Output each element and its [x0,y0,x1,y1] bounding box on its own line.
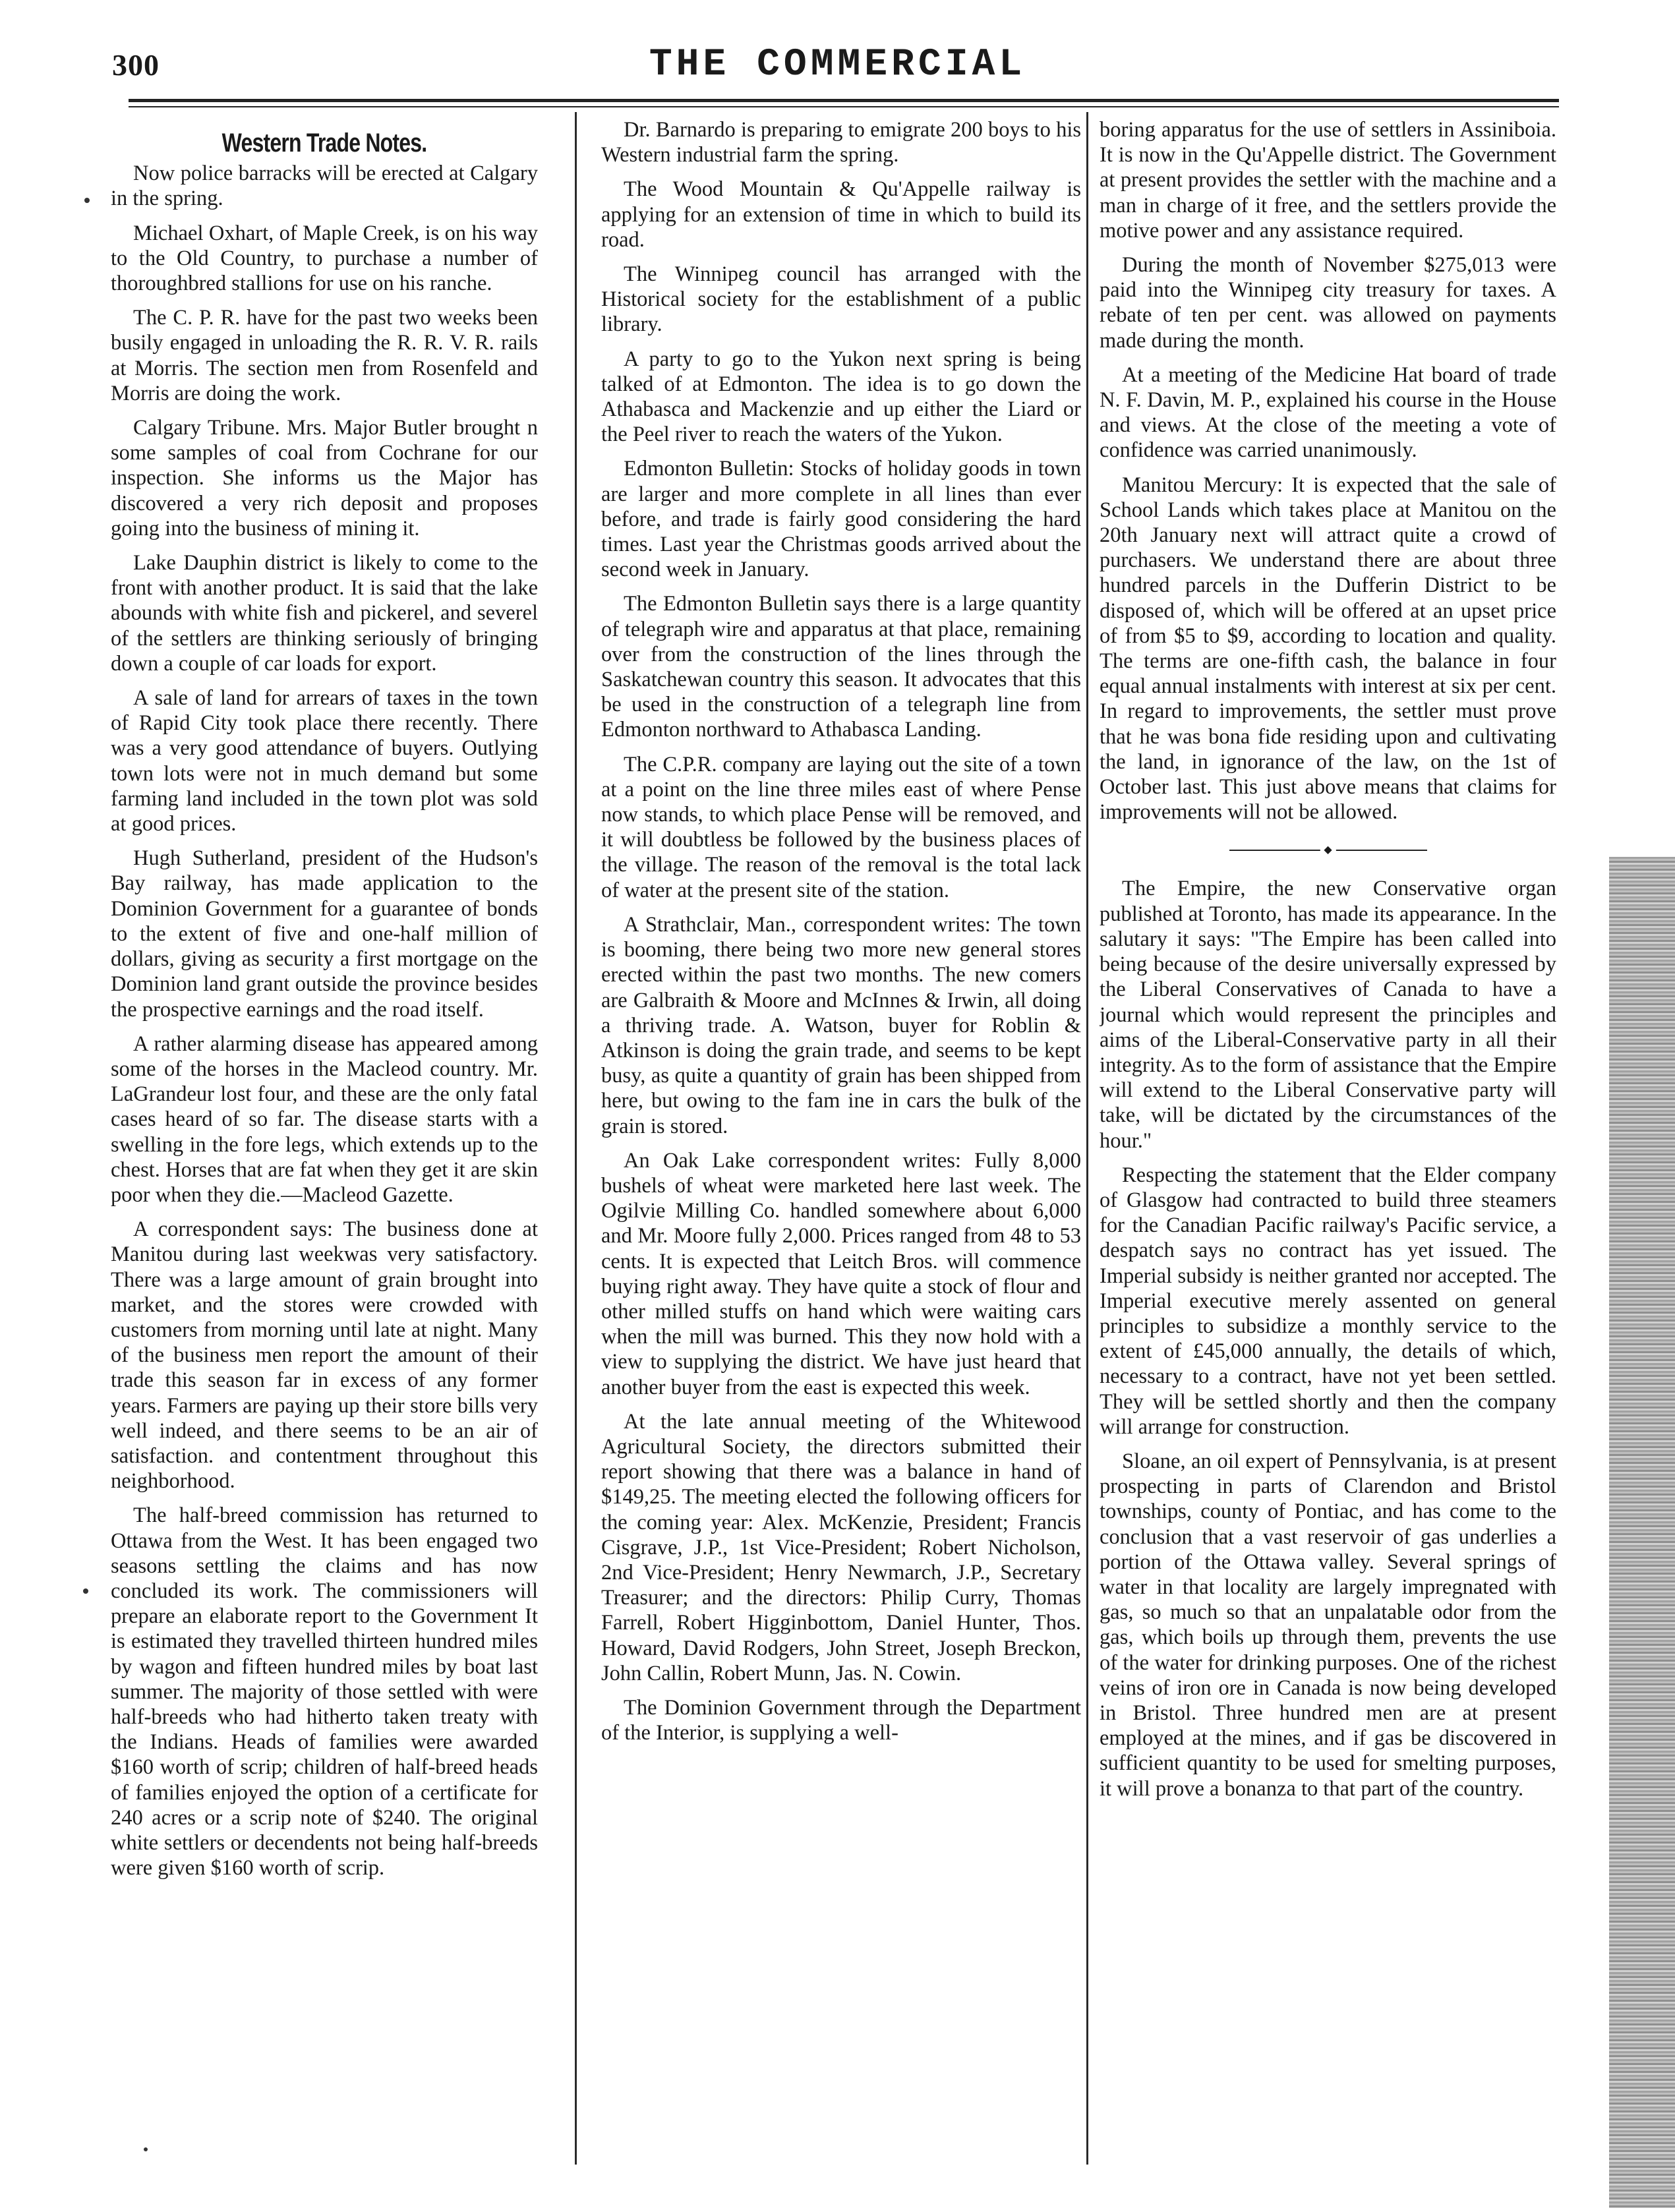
scan-speck [84,198,90,203]
section-divider [1229,844,1427,856]
article-paragraph: An Oak Lake correspondent writes: Fully 8,000 bushels of wheat were marketed here last week. The Ogilvie Milling Co. handled somewhere about 6,000 and Mr. Moore fully 2,000. Prices ranged from 48 to 53 cents. It is expected that Leitch Bros. will commence buying right away. They have quite a stock of flour and other milled stuffs on hand which were waiting cars when the mill was burned. This they now hold with a view to supplying the district. We have just heard that another buyer from the east is expected this week. [601,1148,1081,1399]
column-divider-2 [1086,112,1088,2165]
article-paragraph: A party to go to the Yukon next spring is being talked of at Edmonton. The idea is to go down the Athabasca and Mackenzie and up either the Liard or the Peel river to reach the waters of the Yukon. [601,347,1081,447]
article-paragraph: Now police barracks will be erected at Calgary in the spring. [111,161,538,211]
article-paragraph: During the month of November $275,013 were paid into the Winnipeg city treasury for taxes. A rebate of ten per cent. was allowed on payments made during the month. [1100,253,1556,353]
column-divider-1 [575,112,577,2165]
article-paragraph: The Empire, the new Conservative organ published at Toronto, has made its appearance. In the salutary it says: "The Empire has been called into being because of the desire universally expressed by the Liberal Conservatives of Canada to have a journal which would represent the principles and aims of the Liberal-Conservative party in all their integrity. As to the form of assistance that the Empire will extend to the Liberal Conservative party will take, will be dictated by the circumstances of the hour." [1100,877,1556,1153]
article-paragraph: Edmonton Bulletin: Stocks of holiday goods in town are larger and more complete in all lines than ever before, and trade is fairly good considering the hard times. Last year the Christmas goods arrived about the second week in January. [601,457,1081,582]
scan-speck [83,1588,88,1594]
article-paragraph: Sloane, an oil expert of Pennsylvania, is at present prospecting in parts of Clarendon and Bristol townships, county of Pontiac, and has come to the conclusion that a vast reservoir of gas underlies a portion of the Ottawa valley. Several springs of water in that locality are largely impregnated with gas, so much so that an unpalatable odor from the gas, which boils up through them, prevents the use of the water for drinking purposes. One of the richest veins of iron ore in Canada is now being developed in Bristol. Three hundred men are at present employed at the mines, and if gas be discovered in sufficient quantity to be used for smelting purposes, it will prove a bonanza to that part of the country. [1100,1449,1556,1801]
article-paragraph: At a meeting of the Medicine Hat board of trade N. F. Davin, M. P., explained his course in the House and views. At the close of the meeting a vote of confidence was carried unanimously. [1100,363,1556,463]
article-paragraph: A sale of land for arrears of taxes in the town of Rapid City took place there recently. There was a very good attendance of buyers. Outlying town lots were not in much demand but some farming land included in the town plot was sold at good prices. [111,686,538,836]
article-paragraph: The Edmonton Bulletin says there is a large quantity of telegraph wire and apparatus at that place, remaining over from the construction of the lines through the Saskatchewan country this season. It advocates that this be used in the construction of a telegraph line from Edmonton northward to Athabasca Landing. [601,592,1081,742]
ornament-icon: ◆ [1320,846,1336,855]
header-rule [129,99,1559,107]
masthead-title: THE COMMERCIAL [649,44,1026,86]
article-paragraph: The half-breed commission has returned to Ottawa from the West. It has been engaged two seasons settling the claims and has now concluded its work. The commissioners will prepare an elaborate report to the Government It is estimated they travelled thirteen hundred miles by wagon and fifteen hundred miles by boat last summer. The majority of those settled with were half-breeds who had hitherto taken treaty with the Indians. Heads of families were awarded $160 worth of scrip; children of half-breed heads of families enjoyed the option of a certificate for 240 acres or a scrip note of $240. The original white settlers or decendents not being half-breeds were given $160 worth of scrip. [111,1503,538,1880]
article-paragraph: Dr. Barnardo is preparing to emigrate 200 boys to his Western industrial farm the spring. [601,118,1081,167]
scan-edge-noise [1609,857,1675,2208]
article-paragraph: The Dominion Government through the Department of the Interior, is supplying a well- [601,1695,1081,1745]
article-paragraph: Respecting the statement that the Elder company of Glasgow had contracted to build three steamers for the Canadian Pacific railway's Pacific service, a despatch says no contract has yet issued. The Imperial subsidy is neither granted nor accepted. The Imperial executive merely assented on general principles to subsidize a monthly service to the extent of £45,000 annually, the details of which, necessary to a contract, have not yet been settled. They will be settled shortly and then the company will arrange for construction. [1100,1163,1556,1439]
article-paragraph: A rather alarming disease has appeared among some of the horses in the Macleod country. Mr. LaGrandeur lost four, and these are the only fatal cases heard of so far. The disease starts with a swelling in the fore legs, which extends up to the chest. Horses that are fat when they get it are skin poor when they die.—Macleod Gazette. [111,1032,538,1207]
column-1 [111,117,538,2151]
article-paragraph: The C. P. R. have for the past two weeks been busily engaged in unloading the R. R. V. R. rails at Morris. The section men from Rosenfeld and Morris are doing the work. [111,306,538,405]
scan-speck [144,2147,148,2151]
article-paragraph: Manitou Mercury: It is expected that the sale of School Lands which takes place at Manitou on the 20th January next will attract quite a crowd of purchasers. We understand there are about three hundred parcels in the Dufferin District to be disposed of, which will be offered at an upset price of from $5 to $9, according to location and quality. The terms are one-fifth cash, the balance in four equal annual instalments with interest at six per cent. In regard to improvements, the settler must prove that he was bona fide residing upon and cultivating the land, in ignorance of the law, on the 1st of October last. This just above means that claims for improvements will not be allowed. [1100,473,1556,825]
column-2 [601,117,1081,2151]
article-paragraph: A correspondent says: The business done at Manitou during last weekwas very satisfactory. There was a large amount of grain brought into market, and the stores were crowded with customers from morning until late at night. Many of the business men report the amount of their trade this season far in excess of any former years. Farmers are paying up their store bills very well indeed, and there seems to be an air of satisfaction. and contentment throughout this neighborhood. [111,1217,538,1494]
article-paragraph: Calgary Tribune. Mrs. Major Butler brought n some samples of coal from Cochrane for our inspection. She informs us the Major has discovered a very rich deposit and proposes going into the business of mining it. [111,416,538,540]
section-heading: Western Trade Notes. [221,129,427,158]
column-3 [1100,117,1556,2151]
article-paragraph: Lake Dauphin district is likely to come to the front with another product. It is said that the lake abounds with white fish and pickerel, and severel of the settlers are thinking seriously of bringing down a couple of car loads for export. [111,551,538,676]
article-paragraph: Michael Oxhart, of Maple Creek, is on his way to the Old Country, to purchase a number of thoroughbred stallions for use on his ranche. [111,221,538,296]
article-paragraph: At the late annual meeting of the Whitewood Agricultural Society, the directors submitted their report showing that there was a balance in hand of $149,25. The meeting elected the following officers for the coming year: Alex. McKenzie, President; Francis Cisgrave, J.P., 1st Vice-President; Robert Nicholson, 2nd Vice-President; Henry Newmarch, J.P., Secretary Treasurer; and the directors: Philip Curry, Thomas Farrell, Robert Higginbottom, Daniel Hunter, Thos. Howard, David Rodgers, John Street, Joseph Breckon, John Callin, Robert Munn, Jas. N. Cowin. [601,1409,1081,1685]
article-paragraph: The Wood Mountain & Qu'Appelle railway is applying for an extension of time in which to build its road. [601,177,1081,252]
article-paragraph: boring apparatus for the use of settlers in Assiniboia. It is now in the Qu'Appelle district. The Government at present provides the settler with the machine and a man in charge of it free, and the settlers provide the motive power and any assistance required. [1100,118,1556,243]
article-paragraph: A Strathclair, Man., correspondent writes: The town is booming, there being two more new general stores erected within the past two months. The new comers are Galbraith & Moore and McInnes & Irwin, all doing a thriving trade. A. Watson, buyer for Roblin & Atkinson is doing the grain trade, and seems to be kept busy, as quite a quantity of grain has been shipped from here, but owing to the fam ine in cars the bulk of the grain is stored. [601,912,1081,1138]
article-paragraph: The Winnipeg council has arranged with the Historical society for the establishment of a public library. [601,262,1081,337]
article-paragraph: The C.P.R. company are laying out the site of a town at a point on the line three miles east of where Pense now stands, to which place Pense will be removed, and it will doubtless be followed by the business places of the village. The reason of the removal is the total lack of water at the present site of the station. [601,752,1081,902]
page-number: 300 [112,48,160,82]
article-paragraph: Hugh Sutherland, president of the Hudson's Bay railway, has made application to the Dominion Government for a guarantee of bonds to the extent of five and one-half million of dollars, giving as security a first mortgage on the Dominion land grant outside the province besides the prospective earnings and the road itself. [111,846,538,1022]
